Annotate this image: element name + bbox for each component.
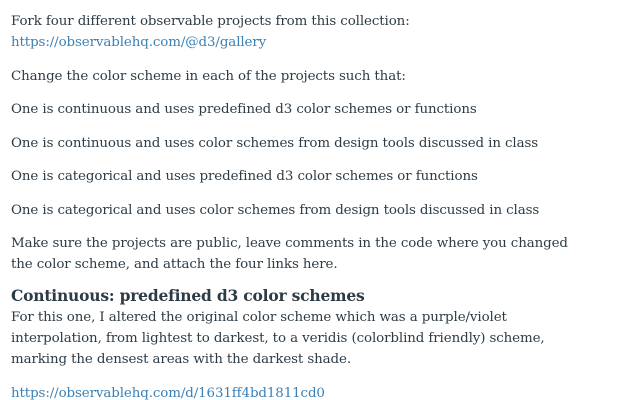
requirement-2: One is continuous and uses color schemes from design tools discussed in class [11,135,539,151]
intro-paragraph [11,11,611,53]
section-heading: Continuous: predefined d3 color schemes [11,286,365,305]
description-line-3: marking the densest areas with the darkest shade. [11,352,351,367]
assignment-content [11,11,611,400]
requirement-1: One is continuous and uses predefined d3 color schemes or functions [11,102,477,117]
intro-text: Fork four different observable projects from this collection: [11,14,410,29]
project-link[interactable]: https://observablehq.com/d/1631ff4bd1811cd0 [11,385,325,400]
closing-paragraph [11,233,611,275]
change-instruction: Change the color scheme in each of the projects such that: [11,68,406,84]
gallery-link[interactable]: https://observablehq.com/@d3/gallery [11,35,267,50]
closing-line-1: Make sure the projects are public, leave comments in the code where you changed [11,236,568,251]
closing-line-2: the color scheme, and attach the four links here. [11,257,338,272]
requirement-3: One is categorical and uses predefined d3 color schemes or functions [11,169,478,184]
description-line-1: For this one, I altered the original color scheme which was a purple/violet [11,310,507,325]
description-paragraph [11,307,611,370]
project-link-paragraph [11,383,611,400]
description-line-2: interpolation, from lightest to darkest, to a veridis (colorblind friendly) scheme, [11,331,545,346]
requirement-4: One is categorical and uses color schemes from design tools discussed in class [11,202,540,218]
